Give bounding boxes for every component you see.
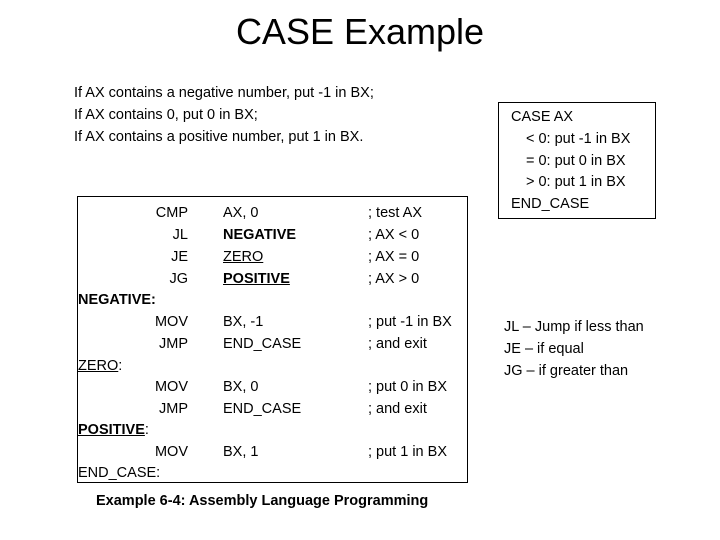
code-opcode: MOV bbox=[154, 444, 188, 460]
case-line: CASE AX bbox=[511, 109, 574, 125]
code-opcode: MOV bbox=[154, 379, 188, 395]
code-label bbox=[78, 356, 122, 377]
slide-title: CASE Example bbox=[235, 11, 485, 52]
code-comment: ; AX = 0 bbox=[368, 249, 420, 265]
case-line: = 0: put 0 in BX bbox=[526, 153, 626, 169]
jump-definitions bbox=[504, 316, 644, 382]
code-label-text: ZERO bbox=[78, 358, 119, 374]
figure-caption: Example 6-4: Assembly Language Programming bbox=[96, 493, 429, 509]
code-operand: BX, -1 bbox=[223, 314, 264, 330]
problem-statement bbox=[74, 82, 374, 148]
code-operand: ZERO bbox=[223, 249, 264, 265]
code-comment: ; put -1 in BX bbox=[368, 314, 452, 330]
code-label: END_CASE: bbox=[78, 465, 161, 481]
code-opcode: JG bbox=[169, 271, 188, 287]
code-comment: ; test AX bbox=[368, 205, 422, 221]
code-label-colon: : bbox=[118, 358, 123, 374]
code-opcode: JL bbox=[172, 227, 188, 243]
code-operand: NEGATIVE bbox=[223, 227, 297, 243]
jump-definition: JG – if greater than bbox=[504, 363, 629, 379]
code-opcode: CMP bbox=[155, 205, 188, 221]
code-opcode: JMP bbox=[159, 336, 188, 352]
code-comment: ; put 1 in BX bbox=[368, 444, 447, 460]
code-operand: POSITIVE bbox=[223, 271, 290, 287]
code-operand: AX, 0 bbox=[223, 205, 259, 221]
jump-definition: JE – if equal bbox=[504, 341, 584, 357]
code-comment: ; put 0 in BX bbox=[368, 379, 447, 395]
case-line: < 0: put -1 in BX bbox=[526, 131, 631, 147]
code-opcode: JE bbox=[171, 249, 188, 265]
case-line: END_CASE bbox=[511, 196, 590, 212]
code-label: NEGATIVE: bbox=[78, 292, 156, 308]
code-opcode: MOV bbox=[154, 314, 188, 330]
code-operand: END_CASE bbox=[223, 336, 302, 352]
code-listing-box bbox=[77, 196, 468, 483]
case-line: > 0: put 1 in BX bbox=[526, 174, 626, 190]
code-comment: ; and exit bbox=[368, 401, 427, 417]
code-operand: BX, 1 bbox=[223, 444, 259, 460]
code-comment: ; AX > 0 bbox=[368, 271, 420, 287]
code-label-colon: : bbox=[144, 422, 149, 438]
code-opcode: JMP bbox=[159, 401, 188, 417]
code-label bbox=[78, 420, 149, 441]
statement-line: If AX contains 0, put 0 in BX; bbox=[74, 107, 258, 123]
jump-definition: JL – Jump if less than bbox=[504, 319, 644, 335]
statement-line: If AX contains a negative number, put -1 in BX; bbox=[74, 85, 374, 101]
code-operand: BX, 0 bbox=[223, 379, 259, 395]
code-label-text: POSITIVE bbox=[78, 422, 145, 438]
statement-line: If AX contains a positive number, put 1 in BX. bbox=[74, 129, 364, 145]
code-comment: ; AX < 0 bbox=[368, 227, 420, 243]
code-operand: END_CASE bbox=[223, 401, 302, 417]
case-pseudocode-box bbox=[498, 102, 656, 219]
code-comment: ; and exit bbox=[368, 336, 427, 352]
